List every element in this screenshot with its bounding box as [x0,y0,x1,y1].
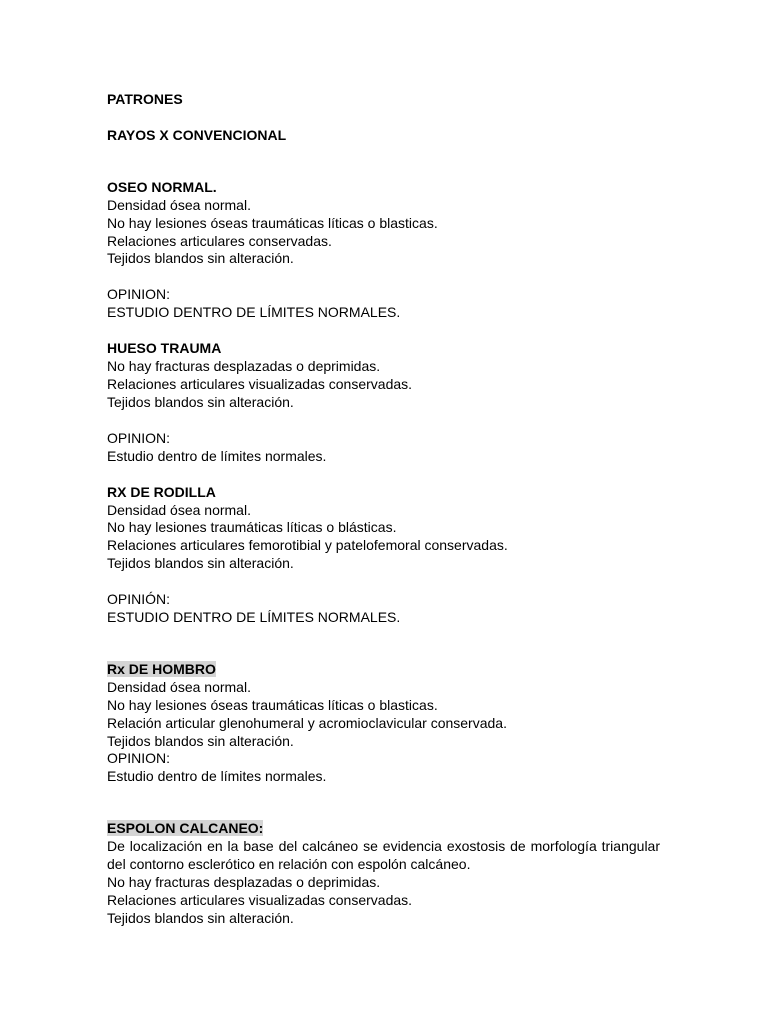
section-line: No hay lesiones óseas traumáticas líticas o blasticas. [107,214,438,231]
opinion-text: ESTUDIO DENTRO DE LÍMITES NORMALES. [107,609,401,626]
section-line: Relaciones articulares femorotibial y patelofemoral conservadas. [107,537,508,554]
section-line: No hay fracturas desplazadas o deprimidas. [107,874,381,890]
document-page [107,91,660,928]
section-heading: HUESO TRAUMA [107,340,222,357]
spacer [107,627,660,661]
section-line: Densidad ósea normal. [107,501,251,518]
section-line: Relación articular glenohumeral y acromioclavicular conservada. [107,714,507,731]
section-line: No hay lesiones traumáticas líticas o blásticas. [107,519,397,536]
section-line: Relaciones articulares conservadas. [107,232,332,249]
spacer [107,412,660,430]
section-line: Tejidos blandos sin alteración. [107,732,294,749]
section-line: Densidad ósea normal. [107,196,251,213]
section-heading: RX DE RODILLA [107,483,216,500]
section-heading: OSEO NORMAL. [107,178,217,195]
document-subtitle: RAYOS X CONVENCIONAL [107,126,287,143]
spacer [107,109,660,127]
opinion-label: OPINIÓN: [107,591,171,608]
section-oseo-normal [107,179,660,322]
section-hueso-trauma [107,340,660,465]
section-line: Relaciones articulares visualizadas conservadas. [107,891,413,908]
section-line: Tejidos blandos sin alteración. [107,393,294,410]
section-heading: Rx DE HOMBRO [107,660,216,677]
section-line: Tejidos blandos sin alteración. [107,555,294,572]
spacer [107,786,660,820]
spacer [107,466,660,484]
spacer [107,268,660,286]
section-line: No hay lesiones óseas traumáticas líticas o blasticas. [107,696,438,713]
opinion-text: Estudio dentro de límites normales. [107,768,327,785]
section-line: Relaciones articulares visualizadas conservadas. [107,375,413,392]
opinion-text: ESTUDIO DENTRO DE LÍMITES NORMALES. [107,304,401,321]
section-line: Densidad ósea normal. [107,678,251,695]
section-line: Tejidos blandos sin alteración. [107,909,294,926]
section-heading-wrap [107,820,660,838]
opinion-label: OPINION: [107,750,171,767]
opinion-label: OPINION: [107,429,171,446]
spacer [107,145,660,179]
section-paragraph: De localización en la base del calcáneo se evidencia exostosis de morfología triangular del contorno esclerótico en relación con espolón calcáneo. [107,838,660,873]
section-line: Tejidos blandos sin alteración. [107,250,294,267]
section-rx-rodilla [107,484,660,627]
opinion-label: OPINION: [107,286,171,303]
document-title: PATRONES [107,91,183,107]
section-espolon-calcaneo [107,820,660,927]
section-rx-hombro [107,661,660,786]
section-heading-wrap [107,661,660,679]
spacer [107,573,660,591]
section-line: No hay fracturas desplazadas o deprimidas. [107,358,381,375]
spacer [107,322,660,340]
opinion-text: Estudio dentro de límites normales. [107,447,327,464]
section-heading: ESPOLON CALCANEO: [107,820,264,837]
